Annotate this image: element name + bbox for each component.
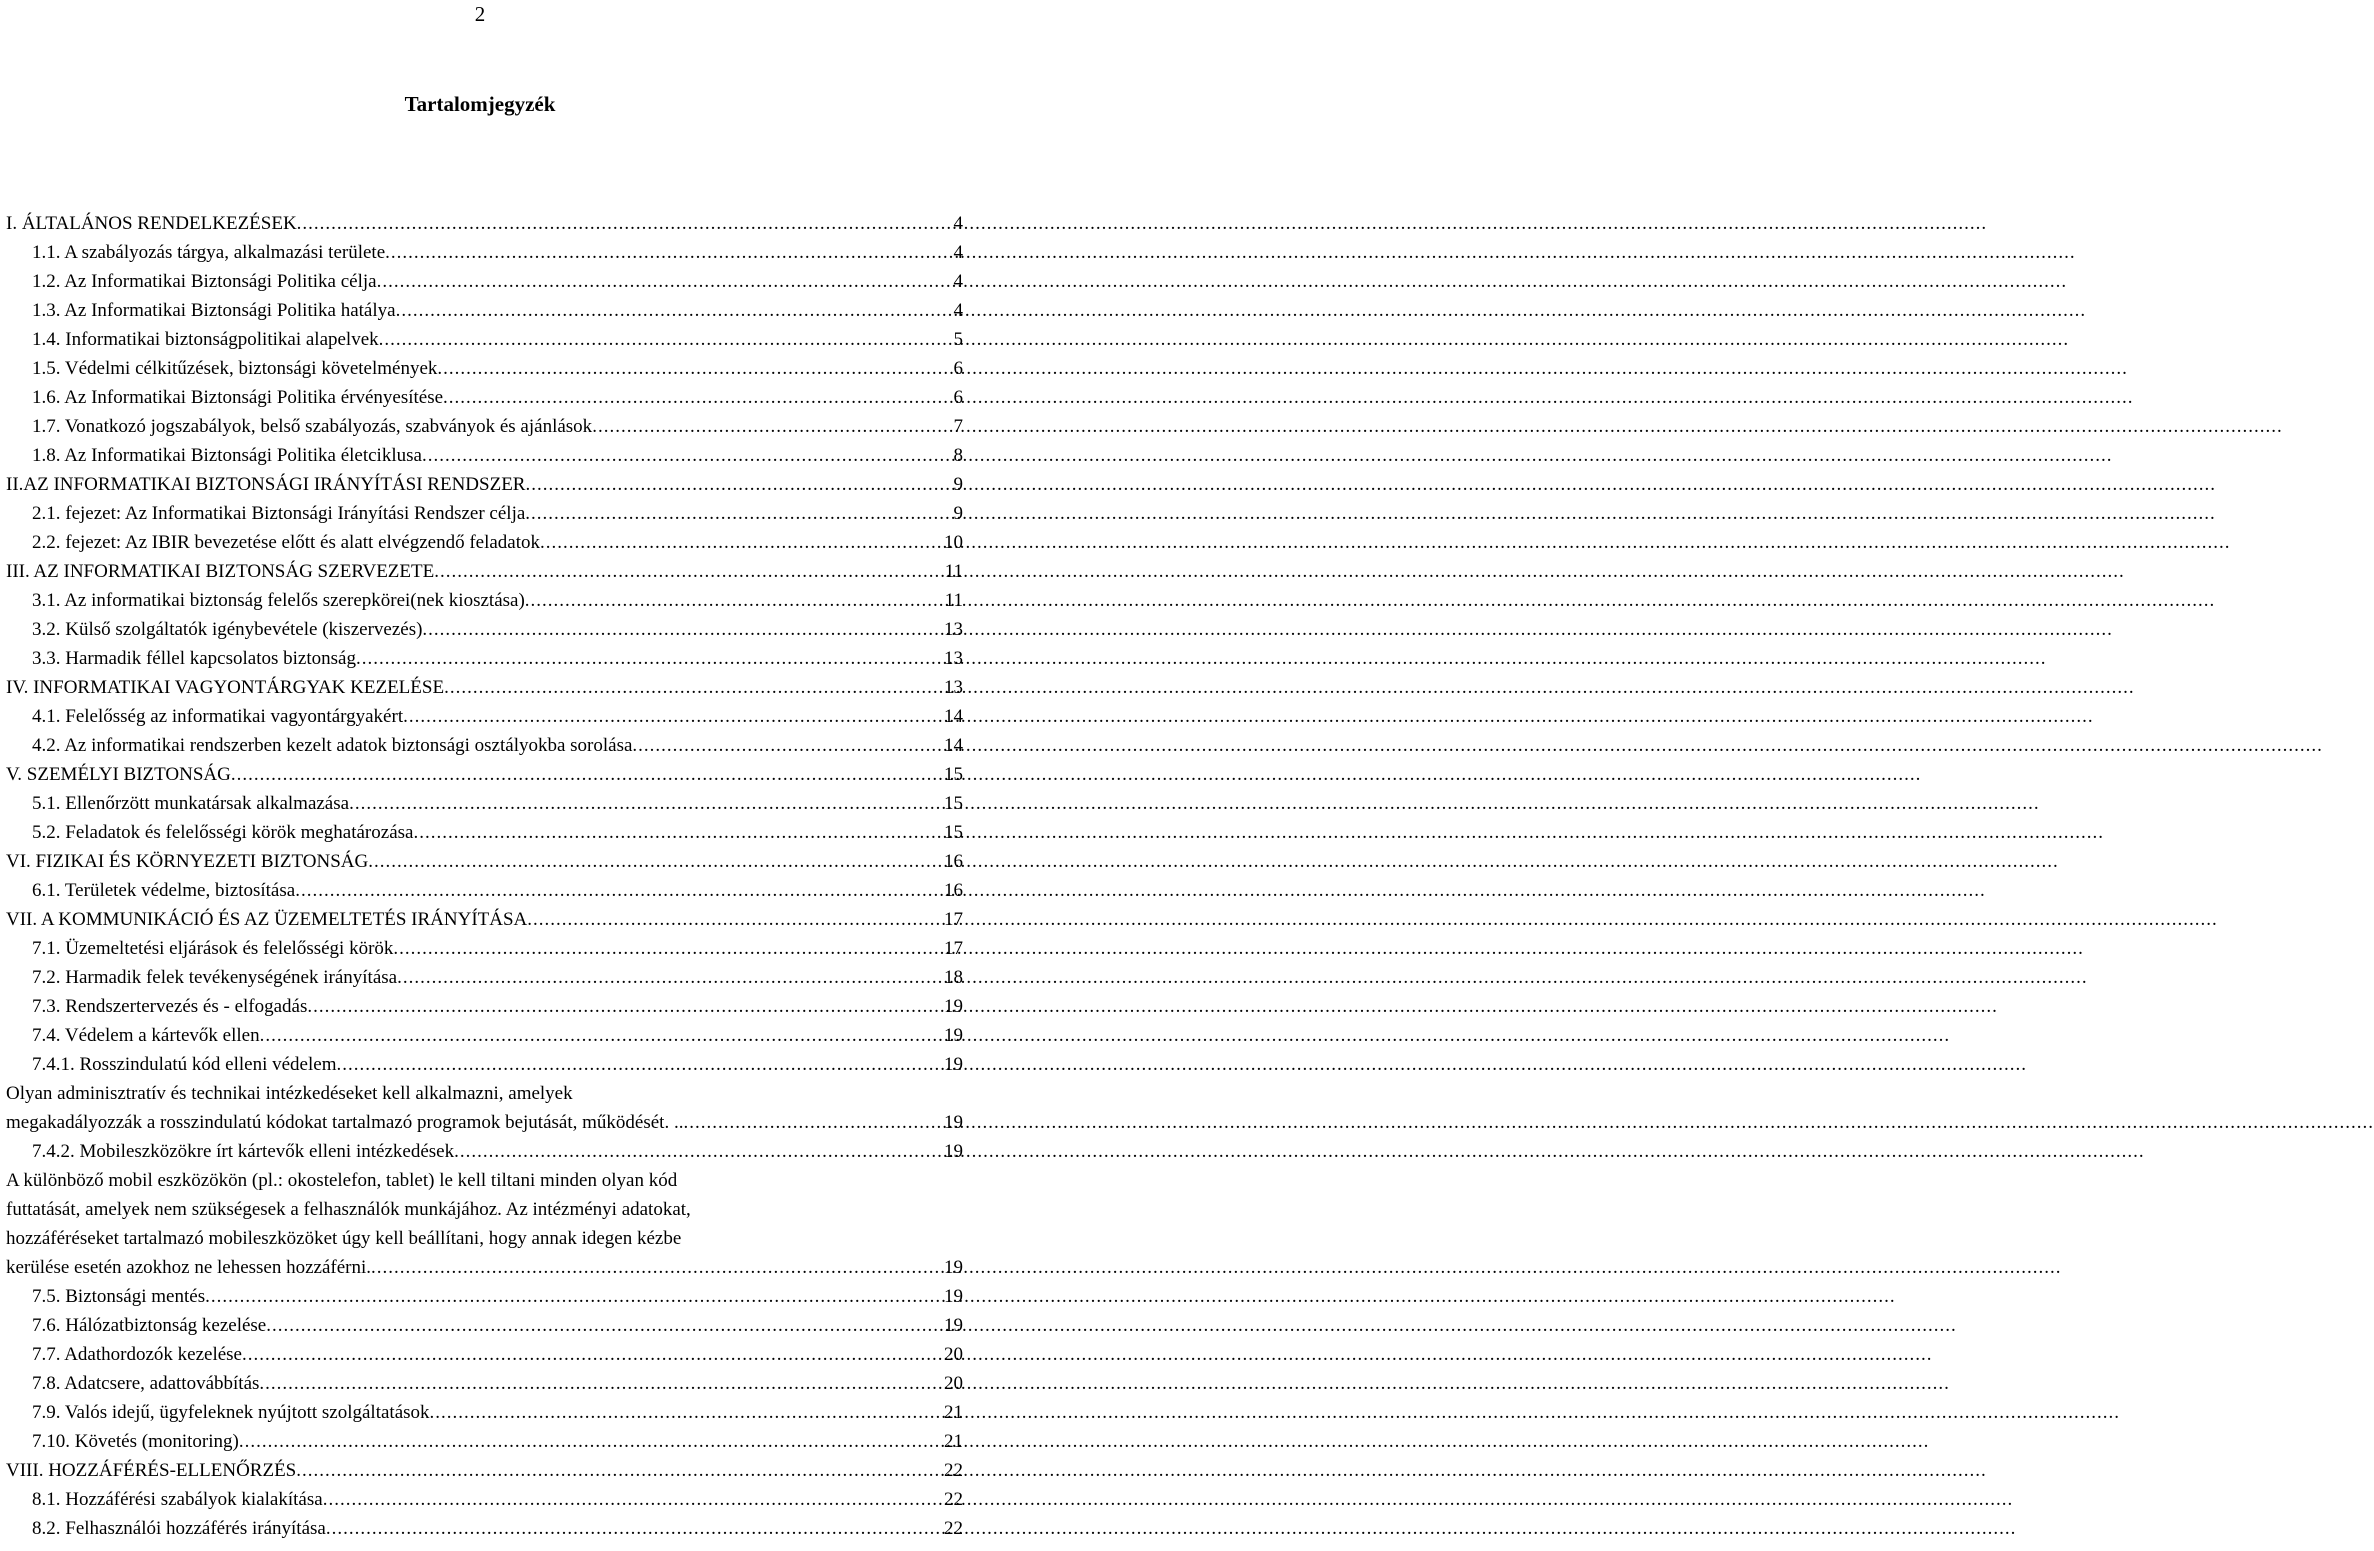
toc-leader-dots [632, 731, 942, 760]
toc-entry[interactable] [6, 586, 963, 615]
toc-entry-page: 19 [944, 996, 963, 1017]
toc-entry[interactable] [6, 209, 963, 238]
toc-entry-label: III. AZ INFORMATIKAI BIZTONSÁG SZERVEZETE [6, 561, 435, 582]
toc-leader-dots [443, 383, 951, 412]
toc-entry-page: 19 [944, 1054, 963, 1075]
toc-entry[interactable] [6, 1427, 963, 1456]
toc-entry[interactable] [6, 499, 963, 528]
toc-leader-dots [413, 818, 942, 847]
toc-leader-dots [397, 963, 942, 992]
toc-leader-dots [379, 325, 952, 354]
toc-entry[interactable] [6, 992, 963, 1021]
toc-entry-label: II.AZ INFORMATIKAI BIZTONSÁGI IRÁNYÍTÁSI RENDSZER [6, 474, 526, 495]
page-title: Tartalomjegyzék [404, 92, 556, 116]
toc-leader-dots [297, 209, 952, 238]
toc-entry-page: 15 [944, 764, 963, 785]
toc-section-1 [6, 209, 963, 1079]
toc-entry-label: 3.2. Külső szolgáltatók igénybevétele (kiszervezés) [32, 619, 423, 640]
toc-entry[interactable] [6, 1021, 963, 1050]
toc-entry[interactable] [6, 673, 963, 702]
toc-leader-dots [444, 673, 942, 702]
toc-leader-dots [260, 1021, 942, 1050]
toc-entry[interactable] [6, 789, 963, 818]
toc-entry-page: 19 [944, 1257, 963, 1278]
toc-entry-page: 14 [944, 706, 963, 727]
toc-entry-label: 1.8. Az Informatikai Biztonsági Politika életciklusa [32, 445, 422, 466]
toc-entry[interactable] [6, 847, 963, 876]
toc-entry-page: 21 [944, 1402, 963, 1423]
toc-entry[interactable] [6, 1050, 963, 1079]
toc-leader-dots [683, 1108, 942, 1137]
toc-entry[interactable] [6, 238, 963, 267]
toc-leader-dots [403, 702, 942, 731]
toc-leader-dots [323, 1485, 942, 1514]
toc-entry-label: 3.3. Harmadik féllel kapcsolatos biztonság [32, 648, 356, 669]
toc-entry-page: 19 [944, 1286, 963, 1307]
toc-entry-page: 19 [944, 1141, 963, 1162]
toc-leader-dots [422, 441, 952, 470]
toc-entry-page: 7 [953, 416, 963, 437]
toc-entry[interactable] [6, 267, 963, 296]
toc-entry[interactable] [6, 412, 963, 441]
toc-entry-page: 4 [953, 213, 963, 234]
toc-entry[interactable] [6, 1485, 963, 1514]
toc-entry-page: 19 [944, 1315, 963, 1336]
toc-leader-dots [349, 789, 942, 818]
toc-entry[interactable] [6, 905, 963, 934]
toc-entry-page: 6 [953, 358, 963, 379]
toc-entry[interactable] [6, 528, 963, 557]
toc-leader-dots [377, 267, 952, 296]
toc-leader-dots [242, 1340, 942, 1369]
toc-section-2 [6, 1282, 963, 1543]
toc-paragraph-line: hozzáféréseket tartalmazó mobileszközöket úgy kell beállítani, hogy annak idegen kézbe [6, 1228, 682, 1249]
toc-entry-page: 19 [944, 1025, 963, 1046]
toc-entry-label: 6.1. Területek védelme, biztosítása [32, 880, 296, 901]
toc-entry-label: 3.1. Az informatikai biztonság felelős szerepkörei(nek kiosztása) [32, 590, 525, 611]
page-number: 2 [474, 2, 486, 26]
toc-entry-label: VIII. HOZZÁFÉRÉS-ELLENŐRZÉS [6, 1460, 297, 1481]
toc-entry-label: VII. A KOMMUNIKÁCIÓ ÉS AZ ÜZEMELTETÉS IRÁNYÍTÁSA [6, 909, 528, 930]
toc-entry-page: 10 [944, 532, 963, 553]
toc-entry-page: 13 [944, 648, 963, 669]
toc-entry-page: 21 [944, 1431, 963, 1452]
toc-entry-label: 7.4.1. Rosszindulatú kód elleni védelem [32, 1054, 337, 1075]
toc-entry-label: I. ÁLTALÁNOS RENDELKEZÉSEK [6, 213, 297, 234]
toc-entry-label: 7.6. Hálózatbiztonság kezelése [32, 1315, 267, 1336]
toc-entry-label: 1.4. Informatikai biztonságpolitikai alapelvek [32, 329, 379, 350]
toc-leader-dots [295, 876, 942, 905]
toc-entry[interactable] [6, 644, 963, 673]
toc-entry-page: 18 [944, 967, 963, 988]
toc-entry[interactable] [6, 1137, 963, 1166]
toc-entry-page: 15 [944, 793, 963, 814]
toc-entry-label: 1.1. A szabályozás tárgya, alkalmazási területe [32, 242, 386, 263]
toc-entry-label: kerülése esetén azokhoz ne lehessen hozzáférni. [6, 1257, 372, 1278]
toc-entry[interactable] [6, 325, 963, 354]
toc-entry[interactable] [6, 441, 963, 470]
toc-entry-label: 7.3. Rendszertervezés és - elfogadás [32, 996, 308, 1017]
toc-leader-dots [526, 470, 952, 499]
toc-entry-page: 15 [944, 822, 963, 843]
toc-leader-dots [396, 296, 952, 325]
toc-entry-label: 2.1. fejezet: Az Informatikai Biztonsági Irányítási Rendszer célja [32, 503, 526, 524]
toc-entry-page: 17 [944, 909, 963, 930]
toc-entry[interactable] [6, 1311, 963, 1340]
toc-leader-dots [540, 528, 942, 557]
toc-entry-label: 7.10. Követés (monitoring) [32, 1431, 239, 1452]
toc-entry[interactable] [6, 1282, 963, 1311]
toc-leader-dots [259, 1369, 942, 1398]
toc-leader-dots [422, 615, 942, 644]
toc-entry-page: 11 [944, 590, 963, 611]
toc-entry-page: 11 [944, 561, 963, 582]
toc-entry[interactable] [6, 383, 963, 412]
toc-entry-page: 14 [944, 735, 963, 756]
toc-entry[interactable] [6, 1456, 963, 1485]
toc-entry-label: 7.4.2. Mobileszközökre írt kártevők elleni intézkedések [32, 1141, 455, 1162]
toc-leader-dots [592, 412, 951, 441]
toc-entry-label: 7.5. Biztonsági mentés [32, 1286, 206, 1307]
toc-entry-page: 9 [953, 474, 963, 495]
toc-entry-page: 9 [953, 503, 963, 524]
toc-entry-label: 7.1. Üzemeltetési eljárások és felelősségi körök [32, 938, 394, 959]
toc-leader-dots [356, 644, 942, 673]
toc-leader-dots [527, 905, 942, 934]
toc-entry[interactable] [6, 760, 963, 789]
toc-leader-dots [393, 934, 942, 963]
toc-entry-label: 8.2. Felhasználói hozzáférés irányítása [32, 1518, 326, 1539]
toc-entry-page: 5 [953, 329, 963, 350]
toc-entry-label: 7.4. Védelem a kártevők ellen [32, 1025, 260, 1046]
toc-entry-page: 13 [944, 677, 963, 698]
toc-leader-dots [525, 499, 951, 528]
toc-entry-label: 2.2. fejezet: Az IBIR bevezetése előtt és alatt elvégzendő feladatok [32, 532, 541, 553]
toc-entry-page: 22 [944, 1460, 963, 1481]
toc-entry[interactable] [6, 731, 963, 760]
toc-entry-page: 16 [944, 880, 963, 901]
toc-leader-dots [205, 1282, 942, 1311]
toc-entry-label: 4.1. Felelősség az informatikai vagyontárgyakért [32, 706, 404, 727]
toc-entry-label: 7.8. Adatcsere, adattovábbítás [32, 1373, 260, 1394]
toc-entry[interactable] [6, 1514, 963, 1543]
toc-entry-label: 7.7. Adathordozók kezelése [32, 1344, 242, 1365]
toc-entry-label: IV. INFORMATIKAI VAGYONTÁRGYAK KEZELÉSE [6, 677, 445, 698]
toc-entry-label: V. SZEMÉLYI BIZTONSÁG [6, 764, 231, 785]
toc-leader-dots [336, 1050, 942, 1079]
toc-entry-page: 4 [953, 300, 963, 321]
toc-leader-dots [454, 1137, 942, 1166]
toc-entry[interactable] [6, 1369, 963, 1398]
toc-leader-dots [296, 1456, 942, 1485]
toc-leader-dots [434, 557, 942, 586]
toc-entry-label: 1.7. Vonatkozó jogszabályok, belső szabályozás, szabványok és ajánlások [32, 416, 593, 437]
toc-entry[interactable] [6, 876, 963, 905]
toc-leader-dots [266, 1311, 942, 1340]
toc-leader-dots [525, 586, 943, 615]
table-of-contents [6, 209, 963, 1543]
toc-entry[interactable] [6, 1398, 963, 1427]
toc-entry-label: 1.5. Védelmi célkitűzések, biztonsági követelmények [32, 358, 438, 379]
toc-entry-page: 6 [953, 387, 963, 408]
toc-entry-page: 4 [953, 271, 963, 292]
toc-leader-dots [326, 1514, 942, 1543]
toc-entry-label: 7.9. Valós idejű, ügyfeleknek nyújtott szolgáltatások [32, 1402, 430, 1423]
toc-entry-page: 4 [953, 242, 963, 263]
toc-entry-page: 20 [944, 1344, 963, 1365]
toc-leader-dots [368, 847, 942, 876]
toc-leader-dots [437, 354, 951, 383]
toc-leader-dots [430, 1398, 942, 1427]
toc-paragraph-line[interactable] [6, 1108, 963, 1137]
toc-paragraph-line: A különböző mobil eszközökön (pl.: okostelefon, tablet) le kell tiltani minden olyan kód [6, 1170, 678, 1191]
toc-entry-page: 8 [953, 445, 963, 466]
toc-paragraph-line: futtatását, amelyek nem szükségesek a felhasználók munkájához. Az intézményi adatokat, [6, 1199, 691, 1220]
toc-entry[interactable] [6, 1340, 963, 1369]
toc-entry-label: 5.1. Ellenőrzött munkatársak alkalmazása [32, 793, 350, 814]
toc-entry-page: 17 [944, 938, 963, 959]
toc-entry-label: 1.2. Az Informatikai Biztonsági Politika célja [32, 271, 377, 292]
toc-entry[interactable] [6, 615, 963, 644]
toc-paragraph-line: Olyan adminisztratív és technikai intézkedéseket kell alkalmazni, amelyek [6, 1083, 573, 1104]
toc-entry-label: 4.2. Az informatikai rendszerben kezelt adatok biztonsági osztályokba sorolása [32, 735, 633, 756]
toc-entry[interactable] [6, 470, 963, 499]
toc-entry-label: 1.3. Az Informatikai Biztonsági Politika hatálya [32, 300, 396, 321]
toc-entry-label: 7.2. Harmadik felek tevékenységének irányítása [32, 967, 398, 988]
toc-leader-dots [371, 1253, 942, 1282]
toc-entry-page: 20 [944, 1373, 963, 1394]
toc-entry-page: 13 [944, 619, 963, 640]
toc-leader-dots [307, 992, 942, 1021]
toc-entry[interactable] [6, 557, 963, 586]
toc-entry-page: 22 [944, 1489, 963, 1510]
toc-entry-page: 22 [944, 1518, 963, 1539]
toc-entry-page: 19 [944, 1112, 963, 1133]
toc-entry-page: 16 [944, 851, 963, 872]
toc-entry-label: 1.6. Az Informatikai Biztonsági Politika érvényesítése [32, 387, 444, 408]
toc-entry-label: VI. FIZIKAI ÉS KÖRNYEZETI BIZTONSÁG [6, 851, 369, 872]
toc-leader-dots [239, 1427, 942, 1456]
toc-entry-label: 5.2. Feladatok és felelősségi körök meghatározása [32, 822, 414, 843]
toc-entry-label: megakadályozzák a rosszindulatú kódokat tartalmazó programok bejutását, működését. .. [6, 1112, 684, 1133]
toc-leader-dots [231, 760, 942, 789]
toc-entry-label: 8.1. Hozzáférési szabályok kialakítása [32, 1489, 323, 1510]
toc-entry[interactable] [6, 702, 963, 731]
toc-entry[interactable] [6, 934, 963, 963]
toc-leader-dots [385, 238, 951, 267]
toc-paragraph-line[interactable] [6, 1253, 963, 1282]
toc-entry[interactable] [6, 818, 963, 847]
toc-entry[interactable] [6, 963, 963, 992]
toc-entry[interactable] [6, 296, 963, 325]
toc-entry[interactable] [6, 354, 963, 383]
